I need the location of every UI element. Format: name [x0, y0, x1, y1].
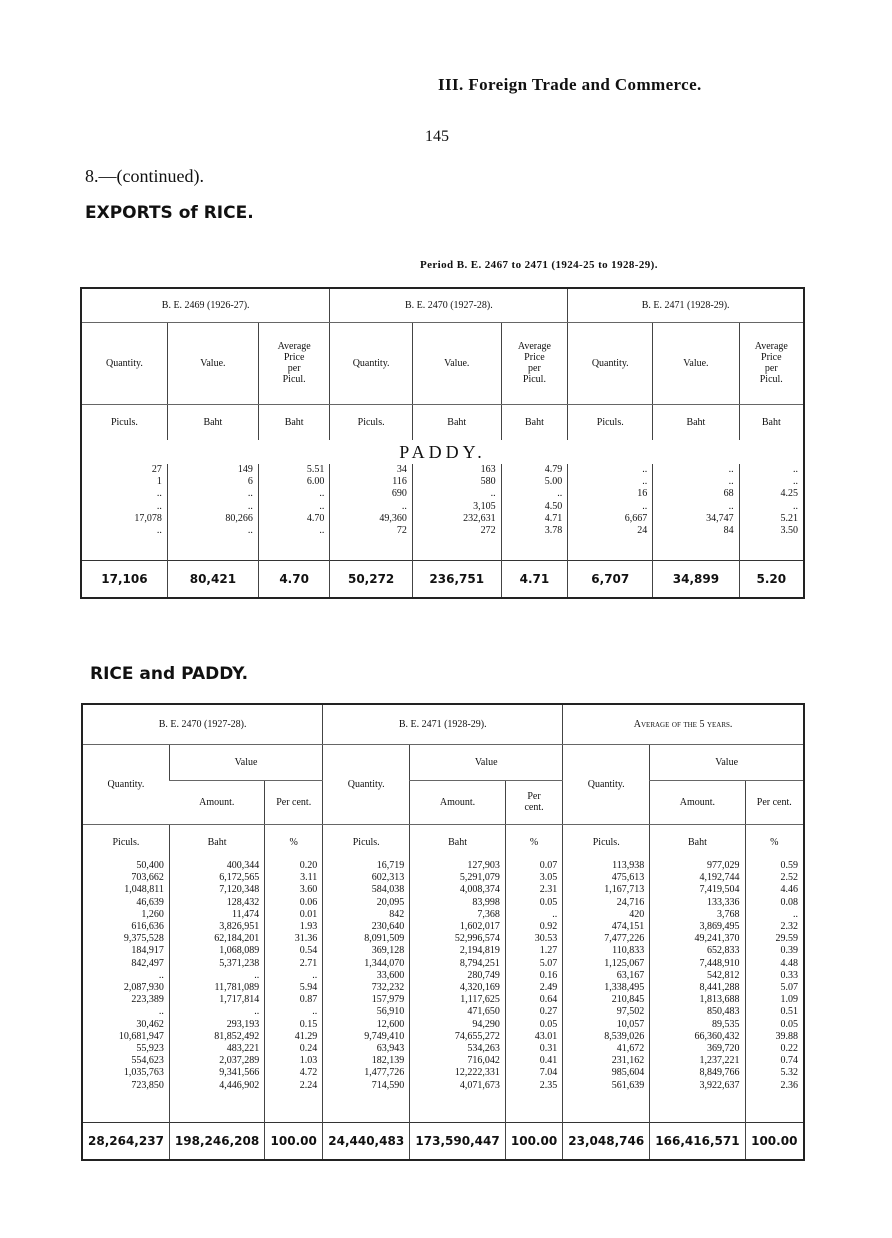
average-header: Average of the 5 years.	[563, 704, 804, 744]
quantity-header: Quantity.	[323, 744, 410, 824]
total-cell: 166,416,571	[650, 1122, 745, 1160]
avg-price-header: Average Price per Picul.	[258, 322, 329, 404]
data-column: .. .. 4.25 .. 5.21 3.50	[739, 464, 804, 560]
avg-price-header: Average Price per Picul.	[501, 322, 568, 404]
unit-label: Baht	[167, 404, 258, 440]
paddy-label: PADDY.	[399, 441, 486, 462]
unit-label: Piculs.	[110, 416, 138, 428]
total-cell: 80,421	[167, 560, 258, 598]
unit-label: Baht	[258, 404, 329, 440]
continued-heading	[85, 166, 204, 187]
unit-label: Baht	[169, 824, 264, 860]
total-cell: 4.71	[501, 560, 568, 598]
rice-paddy-title: RICE and PADDY.	[90, 664, 249, 684]
data-column: 400,344 6,172,565 7,120,348 128,432 11,474 3,826,951 62,184,201 1,068,089 5,371,238 .. 11,781,089 1,717,814 .. 293,193 81,852,492 483,221 2,037,289 9,341,566 4,446,902	[169, 860, 264, 1122]
value-header: Value.	[412, 322, 501, 404]
value-header: Value	[650, 744, 804, 780]
total-cell: 100.00	[265, 1122, 323, 1160]
total-cell: 198,246,208	[169, 1122, 264, 1160]
unit-label: Baht	[739, 404, 804, 440]
unit-label: Baht	[410, 824, 506, 860]
data-column: 34 116 690 .. 49,360 72	[330, 464, 413, 560]
exports-title: EXPORTS of RICE.	[85, 203, 254, 223]
year-header-2471: B. E. 2471 (1928-29).	[568, 288, 804, 322]
unit-label: %	[265, 824, 323, 860]
value-header: Value	[169, 744, 322, 780]
year-header-2470: B. E. 2470 (1927-28).	[82, 704, 323, 744]
total-cell: 6,707	[568, 560, 653, 598]
total-cell: 236,751	[412, 560, 501, 598]
paddy-exports-table	[80, 287, 805, 599]
data-column: 0.59 2.52 4.46 0.08 .. 2.32 29.59 0.39 4.48 0.33 5.07 1.09 0.51 0.05 39.88 0.22 0.74 5.32 2.36	[745, 860, 804, 1122]
unit-label: Baht	[653, 404, 739, 440]
amount-header: Amount.	[169, 780, 264, 824]
total-cell: 5.20	[739, 560, 804, 598]
period-line: Period B. E. 2467 to 2471 (1924-25 to 1928-29).	[420, 259, 658, 271]
amount-header: Amount.	[650, 780, 745, 824]
unit-label: Piculs.	[330, 404, 413, 440]
total-cell: 24,440,483	[323, 1122, 410, 1160]
unit-label: Piculs.	[568, 404, 653, 440]
year-header-2471: B. E. 2471 (1928-29).	[323, 704, 563, 744]
data-column: 163 580 .. 3,105 232,631 272	[412, 464, 501, 560]
total-cell: 17,106	[81, 560, 167, 598]
quantity-header: Quantity.	[81, 322, 167, 404]
page-number: 145	[425, 128, 449, 145]
value-header: Value.	[167, 322, 258, 404]
value-header: Value.	[653, 322, 739, 404]
unit-label: Piculs.	[323, 824, 410, 860]
total-cell: 100.00	[745, 1122, 804, 1160]
value-header: Value	[410, 744, 563, 780]
data-column: 127,903 5,291,079 4,008,374 83,998 7,368 1,602,017 52,996,574 2,194,819 8,794,251 280,749 4,320,169 1,117,625 471,650 94,290 74,655,272 534,263 716,042 12,222,331 4,071,673	[410, 860, 506, 1122]
quantity-header: Quantity.	[563, 744, 650, 824]
percent-header: Per cent.	[745, 780, 804, 824]
data-column: 149 6 .. .. 80,266 ..	[167, 464, 258, 560]
unit-label: Baht	[412, 404, 501, 440]
data-column: .. .. 16 .. 6,667 24	[568, 464, 653, 560]
unit-label: Piculs.	[112, 836, 140, 848]
unit-label: %	[505, 824, 562, 860]
unit-label: Baht	[650, 824, 745, 860]
amount-header: Amount.	[410, 780, 506, 824]
data-column: 977,029 4,192,744 7,419,504 133,336 3,768 3,869,495 49,241,370 652,833 7,448,910 542,812 8,441,288 1,813,688 850,483 89,535 66,360,432 369,720 1,237,221 8,849,766 3,922,637	[650, 860, 745, 1122]
quantity-header: Quantity.	[568, 322, 653, 404]
unit-label: %	[745, 824, 804, 860]
percent-header: Per cent.	[505, 780, 562, 824]
percent-header: Per cent.	[265, 780, 323, 824]
quantity-header: Quantity.	[330, 322, 413, 404]
continued-label: 8.—(continued).	[85, 166, 204, 186]
total-cell: 34,899	[653, 560, 739, 598]
total-cell: 4.70	[258, 560, 329, 598]
total-cell: 50,272	[330, 560, 413, 598]
total-cell: 28,264,237	[82, 1122, 169, 1160]
data-column: 0.07 3.05 2.31 0.05 .. 0.92 30.53 1.27 5.07 0.16 2.49 0.64 0.27 0.05 43.01 0.31 0.41 7.04 2.35	[505, 860, 562, 1122]
data-column: .. .. 68 .. 34,747 84	[653, 464, 739, 560]
data-column: 113,938 475,613 1,167,713 24,716 420 474,151 7,477,226 110,833 1,125,067 63,167 1,338,495 210,845 97,502 10,057 8,539,026 41,672 231,162 985,604 561,639	[563, 860, 650, 1122]
data-column: 0.20 3.11 3.60 0.06 0.01 1.93 31.36 0.54 2.71 .. 5.94 0.87 .. 0.15 41.29 0.24 1.03 4.72 2.24	[265, 860, 323, 1122]
total-cell: 173,590,447	[410, 1122, 506, 1160]
rice-paddy-table	[81, 703, 805, 1161]
year-header-2469: B. E. 2469 (1926-27).	[81, 288, 330, 322]
unit-label: Baht	[501, 404, 568, 440]
total-cell: 23,048,746	[563, 1122, 650, 1160]
year-header-2470: B. E. 2470 (1927-28).	[330, 288, 568, 322]
quantity-header: Quantity.	[82, 744, 169, 824]
data-column: 50,400 703,662 1,048,811 46,639 1,260 616,636 9,375,528 184,917 842,497 .. 2,087,930 223,389 .. 30,462 10,681,947 55,923 554,623 1,035,763 723,850	[118, 860, 164, 1091]
unit-label: Piculs.	[563, 824, 650, 860]
avg-price-header: Average Price per Picul.	[739, 322, 804, 404]
data-column: 4.79 5.00 .. 4.50 4.71 3.78	[501, 464, 568, 560]
data-column: 16,719 602,313 584,038 20,095 842 230,640 8,091,509 369,128 1,344,070 33,600 732,232 157,979 56,910 12,600 9,749,410 63,943 182,139 1,477,726 714,590	[323, 860, 410, 1122]
data-column: 27 1 .. .. 17,078 ..	[134, 464, 162, 537]
data-column: 5.51 6.00 .. .. 4.70 ..	[258, 464, 329, 560]
section-title: III. Foreign Trade and Commerce.	[438, 75, 702, 94]
total-cell: 100.00	[505, 1122, 562, 1160]
